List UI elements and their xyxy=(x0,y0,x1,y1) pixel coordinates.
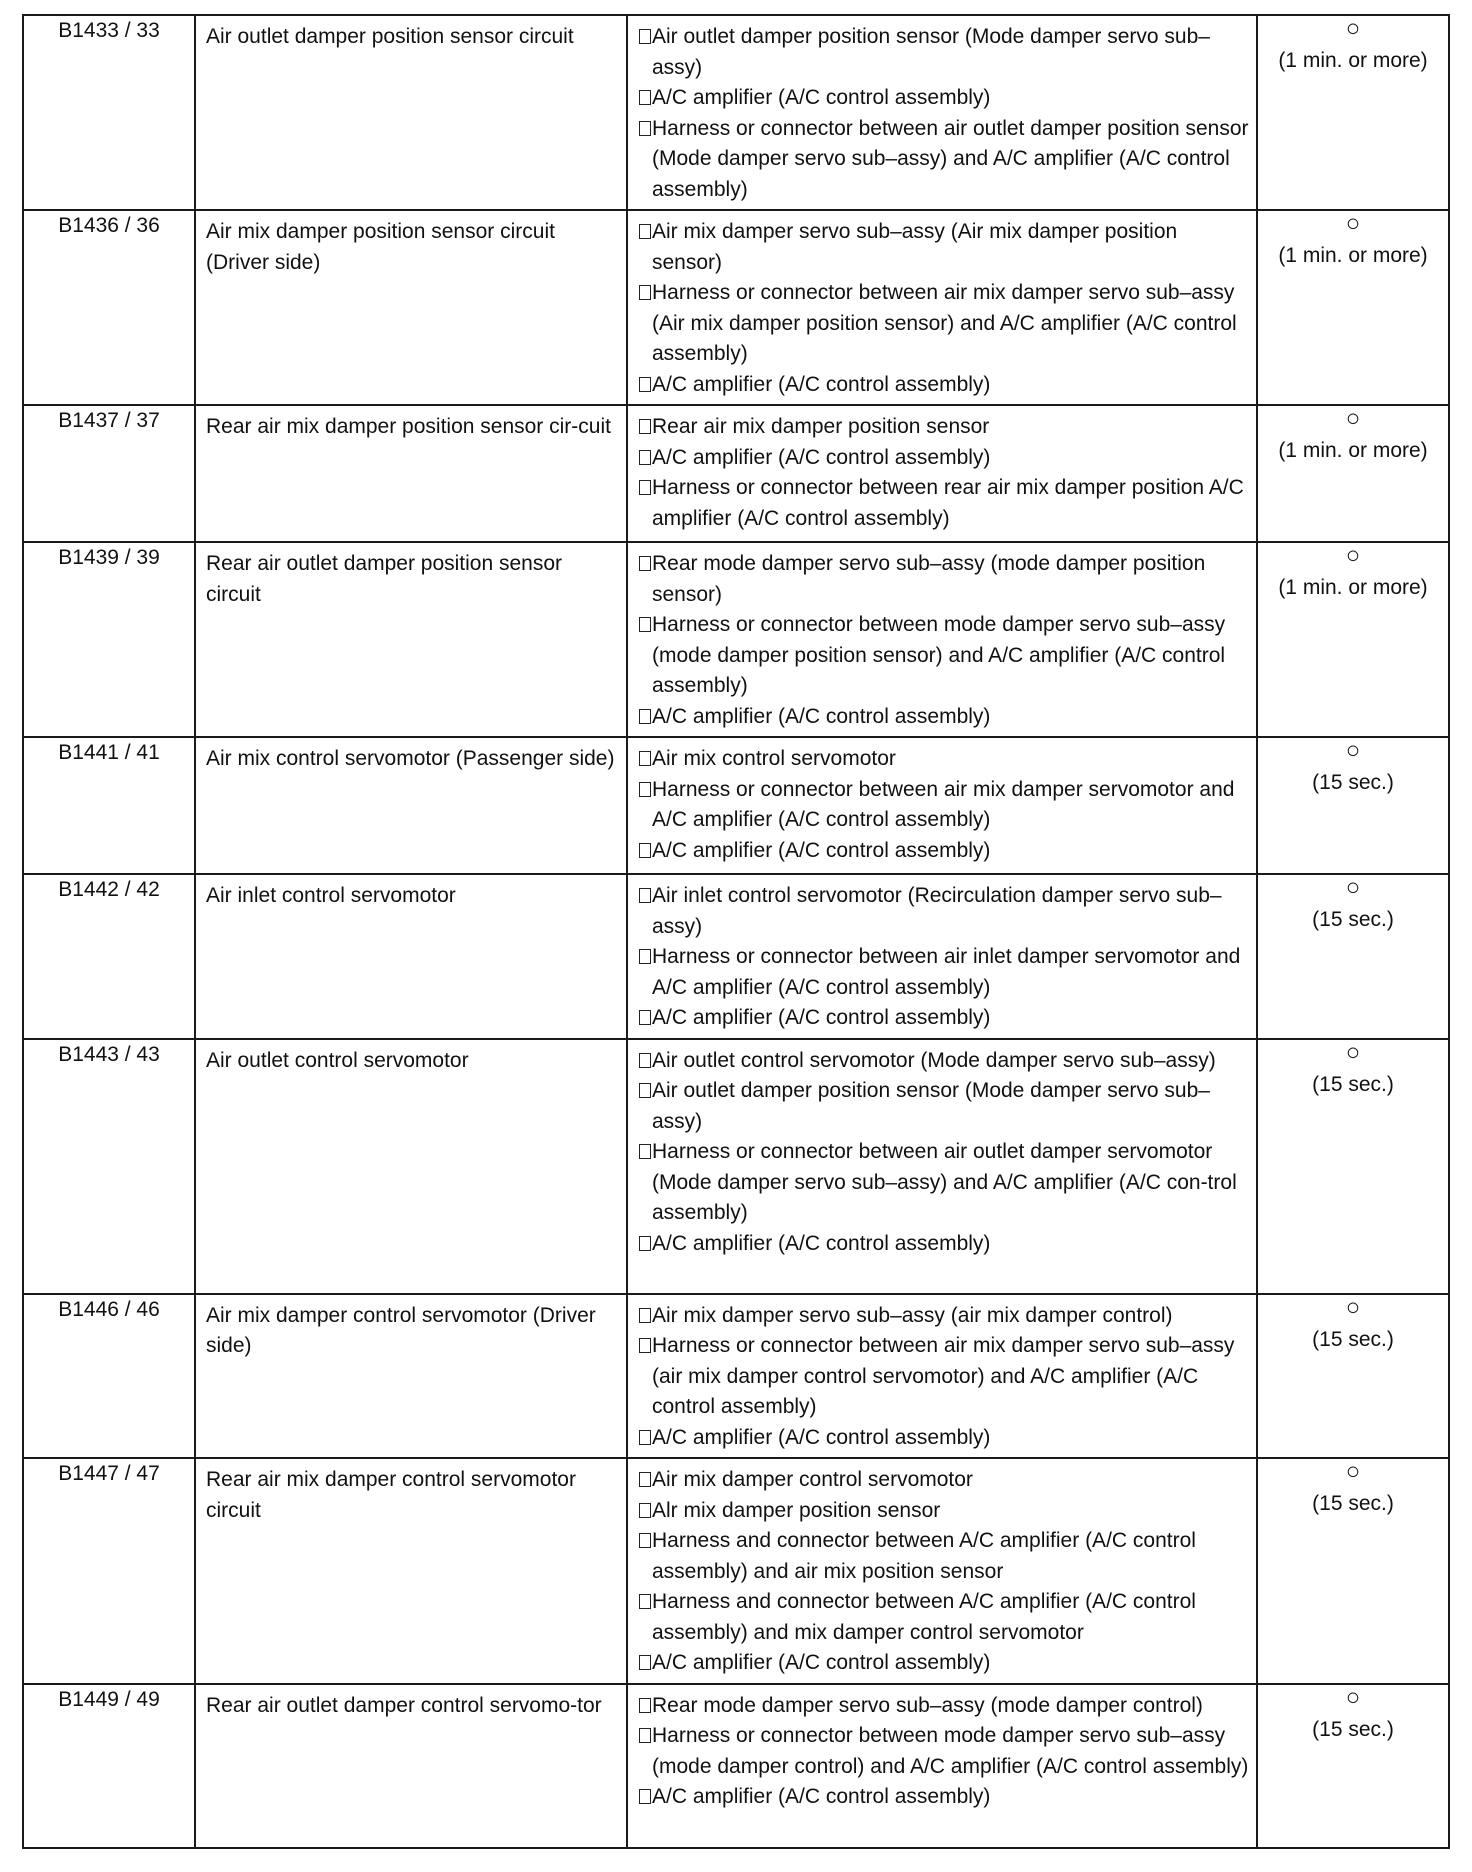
dtc-code: B1439 / 39 xyxy=(23,542,195,737)
trouble-area-item xyxy=(638,942,1250,1003)
checkbox-bullet-icon xyxy=(639,1430,651,1445)
trouble-area-text: A/C amplifier (A/C control assembly) xyxy=(652,1651,991,1674)
memory-condition: (1 min. or more) xyxy=(1278,576,1428,599)
memory-cell xyxy=(1257,210,1449,405)
trouble-area-text: Harness and connector between A/C amplifier (A/C control assembly) and air mix position sensor xyxy=(652,1529,1196,1583)
trouble-area-text: Air mix damper servo sub–assy (air mix damper control) xyxy=(652,1303,1173,1327)
trouble-area-text: Harness or connector between air outlet damper position sensor (Mode damper servo sub–assy) and A/C amplifier (A/C control assembly) xyxy=(652,116,1249,201)
trouble-area-item xyxy=(638,473,1250,534)
trouble-area-text: Air mix damper control servomotor xyxy=(652,1468,973,1491)
trouble-area-text: A/C amplifier (A/C control assembly) xyxy=(652,372,991,396)
checkbox-bullet-icon xyxy=(639,617,651,632)
trouble-area-item xyxy=(638,114,1250,206)
trouble-area-item xyxy=(638,1076,1250,1137)
detection-item: Rear air outlet damper position sensor circuit xyxy=(195,542,627,737)
trouble-area-item xyxy=(638,217,1250,278)
trouble-area-item xyxy=(638,1496,1250,1527)
trouble-area-item xyxy=(638,702,1250,733)
checkbox-bullet-icon xyxy=(639,1728,651,1743)
memory-circle-icon: ○ xyxy=(1345,737,1361,764)
trouble-area-list xyxy=(627,1458,1257,1684)
trouble-area-text: A/C amplifier (A/C control assembly) xyxy=(652,1425,991,1449)
memory-cell xyxy=(1257,1039,1449,1294)
memory-circle-icon: ○ xyxy=(1345,1683,1361,1711)
dtc-code: B1443 / 43 xyxy=(23,1039,195,1294)
trouble-area-text: Harness or connector between air mix damper servo sub–assy (air mix damper control servomotor) and A/C amplifier (A/C control assembly) xyxy=(652,1334,1235,1418)
checkbox-bullet-icon xyxy=(639,1010,651,1025)
table-row xyxy=(23,405,1449,542)
checkbox-bullet-icon xyxy=(639,888,651,903)
trouble-area-text: A/C amplifier (A/C control assembly) xyxy=(652,1785,991,1808)
memory-cell xyxy=(1257,15,1449,210)
table-row xyxy=(23,210,1449,405)
memory-condition: (1 min. or more) xyxy=(1278,439,1428,462)
detection-item: Rear air mix damper position sensor cir-cuit xyxy=(195,405,627,542)
dtc-code: B1447 / 47 xyxy=(23,1458,195,1684)
memory-cell xyxy=(1257,1684,1449,1848)
memory-condition: (15 sec.) xyxy=(1312,1327,1394,1351)
detection-item: Air mix damper control servomotor (Driver side) xyxy=(195,1294,627,1459)
memory-cell xyxy=(1257,874,1449,1039)
memory-circle-icon: ○ xyxy=(1345,15,1361,42)
trouble-area-text: Harness or connector between mode damper servo sub–assy (mode damper control) and A/C amplifier (A/C control assembly) xyxy=(652,1724,1249,1778)
checkbox-bullet-icon xyxy=(639,751,651,766)
checkbox-bullet-icon xyxy=(639,1655,651,1670)
checkbox-bullet-icon xyxy=(639,782,651,797)
checkbox-bullet-icon xyxy=(639,1503,651,1518)
trouble-area-text: Harness or connector between air mix damper servo sub–assy (Air mix damper position sensor) and A/C amplifier (A/C control assembly) xyxy=(652,281,1237,365)
trouble-area-text: Rear mode damper servo sub–assy (mode damper control) xyxy=(652,1693,1203,1717)
trouble-area-text: Alr mix damper position sensor xyxy=(652,1498,941,1522)
trouble-area-item xyxy=(638,836,1250,867)
checkbox-bullet-icon xyxy=(639,29,651,44)
memory-circle-icon: ○ xyxy=(1345,1293,1361,1321)
memory-cell xyxy=(1257,1294,1449,1459)
trouble-area-item xyxy=(638,1423,1250,1454)
checkbox-bullet-icon xyxy=(639,1789,651,1804)
memory-condition: (1 min. or more) xyxy=(1278,49,1428,72)
table-row xyxy=(23,1294,1449,1459)
table-row xyxy=(23,15,1449,210)
trouble-area-text: A/C amplifier (A/C control assembly) xyxy=(652,838,991,862)
memory-condition: (15 sec.) xyxy=(1312,1072,1394,1096)
trouble-area-text: Harness or connector between air inlet damper servomotor and A/C amplifier (A/C control assembly) xyxy=(652,945,1241,999)
table-row xyxy=(23,1039,1449,1294)
detection-item: Air mix damper position sensor circuit (Driver side) xyxy=(195,210,627,405)
trouble-area-text: A/C amplifier (A/C control assembly) xyxy=(652,86,991,109)
trouble-area-item xyxy=(638,412,1250,443)
trouble-area-item xyxy=(638,775,1250,836)
trouble-area-text: Air outlet control servomotor (Mode damper servo sub–assy) xyxy=(652,1048,1216,1072)
trouble-area-text: Harness or connector between air outlet damper servomotor (Mode damper servo sub–assy) and A/C amplifier (A/C con-trol assembly) xyxy=(652,1140,1237,1224)
checkbox-bullet-icon xyxy=(639,556,651,571)
checkbox-bullet-icon xyxy=(639,224,651,239)
detection-item: Air outlet damper position sensor circuit xyxy=(195,15,627,210)
trouble-area-item xyxy=(638,1046,1250,1077)
memory-condition: (15 sec.) xyxy=(1312,1492,1394,1515)
checkbox-bullet-icon xyxy=(639,1083,651,1098)
trouble-area-text: A/C amplifier (A/C control assembly) xyxy=(652,1006,991,1029)
table-row xyxy=(23,874,1449,1039)
memory-circle-icon: ○ xyxy=(1345,542,1361,569)
checkbox-bullet-icon xyxy=(639,90,651,105)
trouble-area-list xyxy=(627,542,1257,737)
checkbox-bullet-icon xyxy=(639,1533,651,1548)
checkbox-bullet-icon xyxy=(639,1594,651,1609)
table-row xyxy=(23,542,1449,737)
trouble-area-text: A/C amplifier (A/C control assembly) xyxy=(652,704,991,728)
detection-item: Air inlet control servomotor xyxy=(195,874,627,1039)
detection-item: Air mix control servomotor (Passenger side) xyxy=(195,737,627,874)
memory-circle-icon: ○ xyxy=(1345,405,1361,432)
dtc-code: B1437 / 37 xyxy=(23,405,195,542)
memory-condition: (15 sec.) xyxy=(1312,1717,1394,1741)
dtc-code: B1436 / 36 xyxy=(23,210,195,405)
trouble-area-item xyxy=(638,1782,1250,1813)
checkbox-bullet-icon xyxy=(639,1472,651,1487)
dtc-code: B1441 / 41 xyxy=(23,737,195,874)
trouble-area-item xyxy=(638,1526,1250,1587)
trouble-area-list xyxy=(627,737,1257,874)
memory-condition: (15 sec.) xyxy=(1312,771,1394,794)
checkbox-bullet-icon xyxy=(639,285,651,300)
trouble-area-item xyxy=(638,881,1250,942)
trouble-area-list xyxy=(627,1039,1257,1294)
trouble-area-item xyxy=(638,1587,1250,1648)
dtc-code: B1442 / 42 xyxy=(23,874,195,1039)
trouble-area-text: A/C amplifier (A/C control assembly) xyxy=(652,445,991,469)
table-row xyxy=(23,1458,1449,1684)
checkbox-bullet-icon xyxy=(639,1698,651,1713)
trouble-area-list xyxy=(627,874,1257,1039)
trouble-area-text: Harness or connector between air mix damper servomotor and A/C amplifier (A/C control assembly) xyxy=(652,777,1235,831)
detection-item: Air outlet control servomotor xyxy=(195,1039,627,1294)
trouble-area-text: Rear mode damper servo sub–assy (mode damper position sensor) xyxy=(652,552,1206,606)
trouble-area-item xyxy=(638,278,1250,370)
detection-item: Rear air mix damper control servomotor circuit xyxy=(195,1458,627,1684)
memory-cell xyxy=(1257,542,1449,737)
trouble-area-item xyxy=(638,1721,1250,1782)
dtc-table xyxy=(22,14,1450,1849)
checkbox-bullet-icon xyxy=(639,480,651,495)
trouble-area-list xyxy=(627,405,1257,542)
memory-circle-icon: ○ xyxy=(1345,1458,1361,1485)
detection-item: Rear air outlet damper control servomo-tor xyxy=(195,1684,627,1848)
trouble-area-item xyxy=(638,1229,1250,1260)
checkbox-bullet-icon xyxy=(639,843,651,858)
trouble-area-item xyxy=(638,22,1250,83)
table-row xyxy=(23,1684,1449,1848)
dtc-table-sheet xyxy=(22,14,1450,1849)
checkbox-bullet-icon xyxy=(639,1053,651,1068)
trouble-area-list xyxy=(627,1294,1257,1459)
trouble-area-item xyxy=(638,83,1250,114)
trouble-area-item xyxy=(638,549,1250,610)
memory-cell xyxy=(1257,1458,1449,1684)
memory-circle-icon: ○ xyxy=(1345,210,1361,237)
checkbox-bullet-icon xyxy=(639,1144,651,1159)
trouble-area-text: Harness and connector between A/C amplifier (A/C control assembly) and mix damper control servomotor xyxy=(652,1590,1196,1644)
trouble-area-item xyxy=(638,1137,1250,1229)
dtc-code: B1433 / 33 xyxy=(23,15,195,210)
table-row xyxy=(23,737,1449,874)
checkbox-bullet-icon xyxy=(639,450,651,465)
trouble-area-list xyxy=(627,1684,1257,1848)
trouble-area-text: Air outlet damper position sensor (Mode damper servo sub–assy) xyxy=(652,25,1210,79)
trouble-area-text: Air inlet control servomotor (Recirculation damper servo sub–assy) xyxy=(652,884,1222,938)
checkbox-bullet-icon xyxy=(639,709,651,724)
dtc-code: B1449 / 49 xyxy=(23,1684,195,1848)
checkbox-bullet-icon xyxy=(639,1308,651,1323)
trouble-area-item xyxy=(638,443,1250,474)
checkbox-bullet-icon xyxy=(639,1236,651,1251)
memory-circle-icon: ○ xyxy=(1345,1038,1361,1066)
trouble-area-item xyxy=(638,1691,1250,1722)
memory-circle-icon: ○ xyxy=(1345,874,1361,901)
trouble-area-text: Harness or connector between mode damper servo sub–assy (mode damper position sensor) and A/C amplifier (A/C control assembly) xyxy=(652,613,1226,697)
checkbox-bullet-icon xyxy=(639,121,651,136)
trouble-area-text: Air outlet damper position sensor (Mode damper servo sub–assy) xyxy=(652,1079,1210,1133)
checkbox-bullet-icon xyxy=(639,377,651,392)
trouble-area-item xyxy=(638,1465,1250,1496)
memory-cell xyxy=(1257,405,1449,542)
trouble-area-item xyxy=(638,1648,1250,1679)
trouble-area-text: Air mix damper servo sub–assy (Air mix damper position sensor) xyxy=(652,220,1178,274)
trouble-area-list xyxy=(627,15,1257,210)
trouble-area-item xyxy=(638,1301,1250,1332)
checkbox-bullet-icon xyxy=(639,419,651,434)
trouble-area-list xyxy=(627,210,1257,405)
trouble-area-item xyxy=(638,610,1250,702)
trouble-area-text: Harness or connector between rear air mix damper position A/C amplifier (A/C control assembly) xyxy=(652,476,1244,530)
trouble-area-item xyxy=(638,1003,1250,1034)
checkbox-bullet-icon xyxy=(639,1338,651,1353)
trouble-area-item xyxy=(638,744,1250,775)
dtc-code: B1446 / 46 xyxy=(23,1294,195,1459)
trouble-area-text: A/C amplifier (A/C control assembly) xyxy=(652,1231,991,1255)
memory-cell xyxy=(1257,737,1449,874)
trouble-area-text: Air mix control servomotor xyxy=(652,747,896,770)
trouble-area-item xyxy=(638,370,1250,401)
dtc-table-body xyxy=(23,15,1449,1848)
memory-condition: (1 min. or more) xyxy=(1278,244,1428,267)
memory-condition: (15 sec.) xyxy=(1312,908,1394,931)
checkbox-bullet-icon xyxy=(639,949,651,964)
trouble-area-text: Rear air mix damper position sensor xyxy=(652,415,990,438)
trouble-area-item xyxy=(638,1331,1250,1423)
